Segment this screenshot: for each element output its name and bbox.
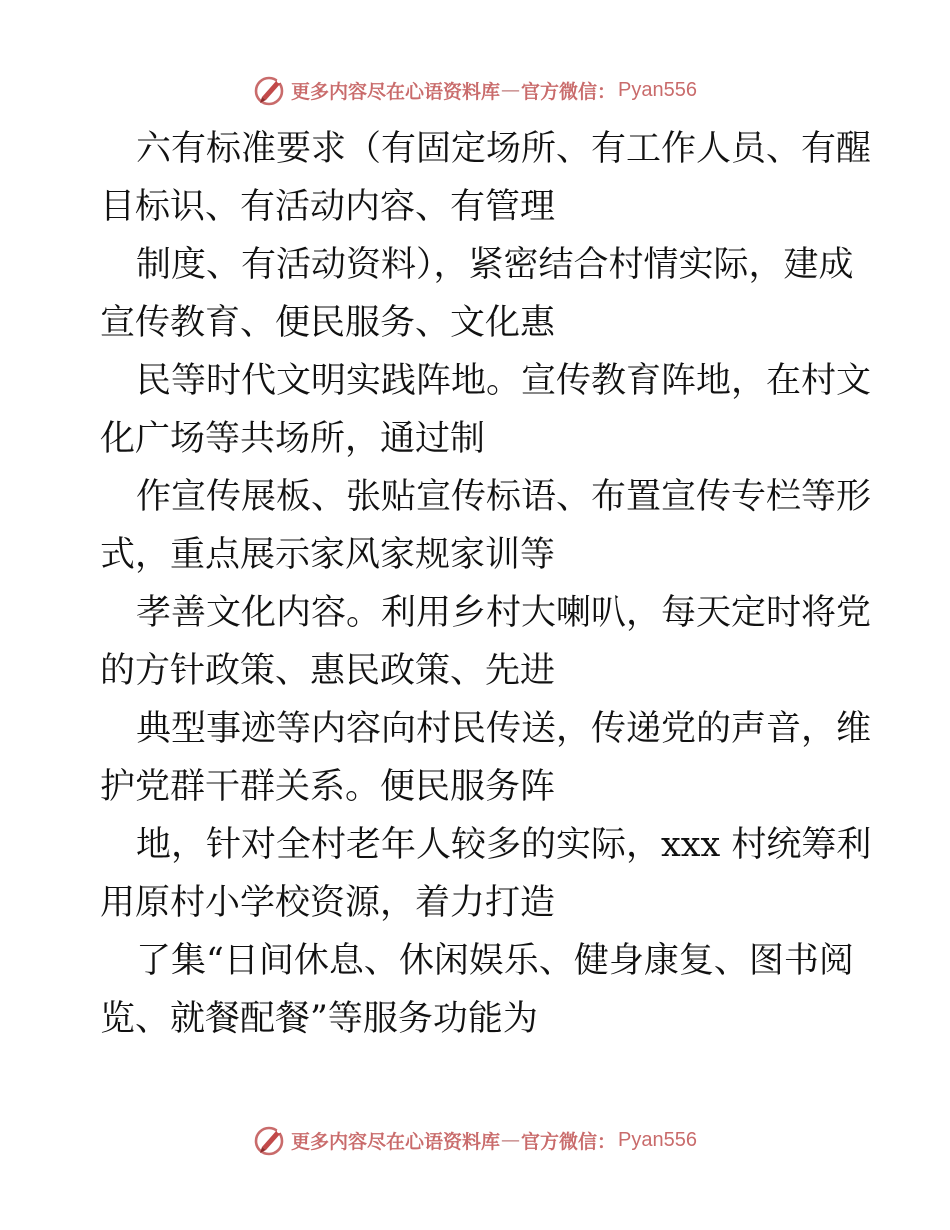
paragraph-line: 六有标准要求（有固定场所、有工作人员、有醒 (136, 129, 872, 169)
paragraph-line: 的方针政策、惠民政策、先进 (100, 651, 556, 691)
paragraph-line: 典型事迹等内容向村民传送，传递党的声音，维 (136, 709, 872, 749)
paragraph (100, 468, 872, 584)
paragraph-line: 式，重点展示家风家规家训等 (100, 535, 556, 575)
pen-logo-icon (253, 73, 287, 107)
paragraph-line: 了集“日间休息、休闲娱乐、健身康复、图书阅 (136, 941, 854, 981)
paragraph-line: 用原村小学校资源，着力打造 (100, 883, 556, 923)
paragraph (100, 236, 852, 352)
paragraph-line: 孝善文化内容。利用乡村大喇叭，每天定时将党 (136, 593, 872, 633)
paragraph-line: 化广场等共场所，通过制 (100, 419, 486, 459)
body-text (100, 120, 872, 1048)
banner-wechat-id: Pyan556 (618, 78, 697, 101)
banner-dash: — (501, 79, 521, 101)
paragraph-line: 制度、有活动资料），紧密结合村情实际，建成 (136, 245, 854, 285)
banner-wechat-id: Pyan556 (618, 1128, 697, 1151)
paragraph (100, 584, 872, 700)
banner-wechat-label: 官方微信： (521, 80, 617, 103)
paragraph-line: 地，针对全村老年人较多的实际，xxx 村统筹利 (136, 825, 872, 865)
paragraph-line: 作宣传展板、张贴宣传标语、布置宣传专栏等形 (136, 477, 872, 517)
paragraph-line: 护党群干群关系。便民服务阵 (100, 767, 556, 807)
paragraph-line: 宣传教育、便民服务、文化惠 (100, 303, 556, 343)
banner-wechat-label: 官方微信： (521, 1130, 617, 1153)
paragraph (100, 700, 872, 816)
paragraph (100, 120, 872, 236)
paragraph (100, 932, 852, 1048)
footer-banner (0, 1120, 950, 1160)
paragraph-line: 目标识、有活动内容、有管理 (100, 187, 556, 227)
paragraph-line: 民等时代文明实践阵地。宣传教育阵地，在村文 (136, 361, 872, 401)
paragraph (100, 352, 872, 468)
header-banner (0, 70, 950, 110)
pen-logo-icon (253, 1123, 287, 1157)
paragraph-line: 览、就餐配餐”等服务功能为 (100, 999, 538, 1039)
paragraph (100, 816, 872, 932)
banner-brand: 更多内容尽在心语资料库 (291, 1130, 501, 1153)
banner-brand: 更多内容尽在心语资料库 (291, 80, 501, 103)
banner-dash: — (501, 1129, 521, 1151)
